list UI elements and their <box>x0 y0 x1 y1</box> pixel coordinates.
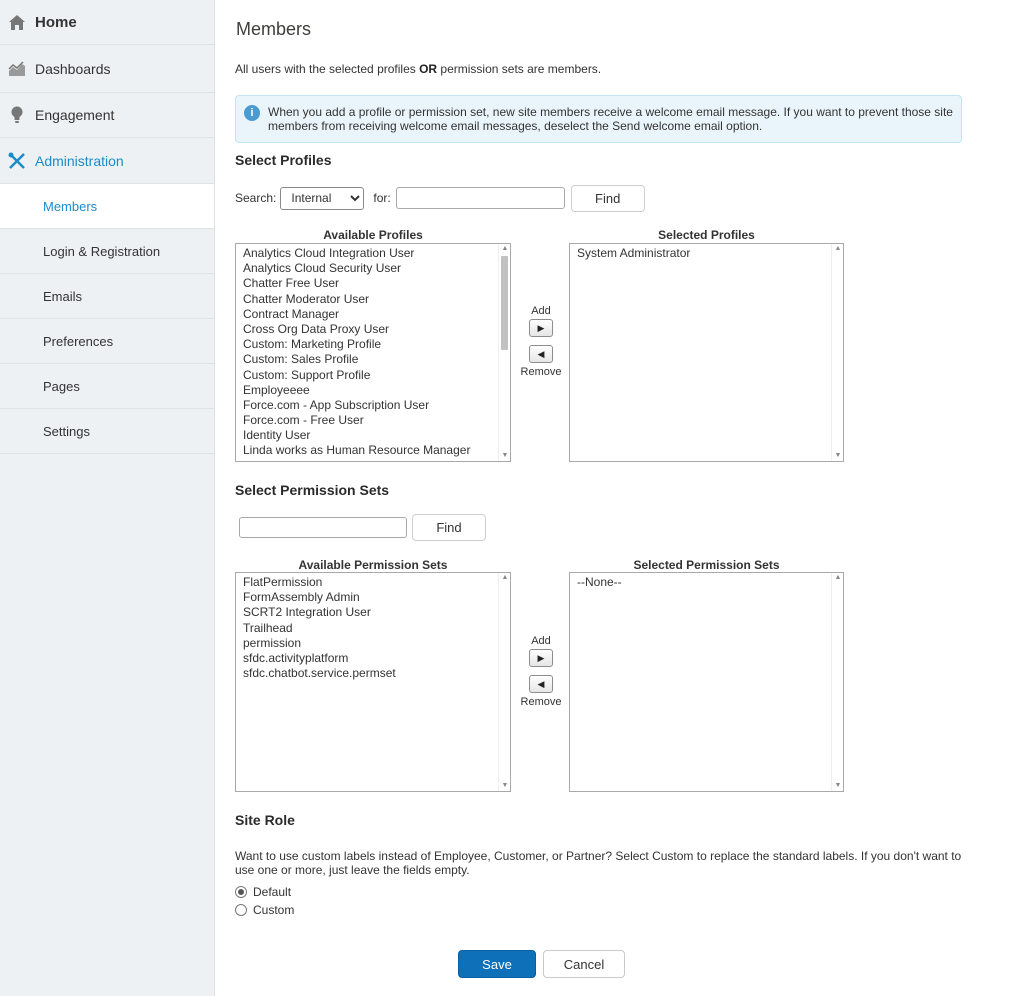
remove-label: Remove <box>520 366 562 378</box>
scrollbar[interactable] <box>831 244 843 461</box>
radio-custom[interactable] <box>235 904 247 916</box>
profile-find-button[interactable]: Find <box>571 185 645 212</box>
nav-home-label: Home <box>35 13 77 31</box>
available-profiles-label: Available Profiles <box>323 228 423 242</box>
available-permission-sets-label: Available Permission Sets <box>298 558 448 572</box>
nav-dashboards[interactable] <box>0 45 214 93</box>
sidebar-item-members[interactable] <box>0 184 214 229</box>
selected-permission-sets-list[interactable] <box>569 572 844 792</box>
sidebar-item-settings[interactable] <box>0 409 214 454</box>
selected-permission-sets-label: Selected Permission Sets <box>633 558 780 572</box>
remove-permission-set-button[interactable]: ◀ <box>529 675 553 693</box>
site-role-description: Want to use custom labels instead of Employee, Customer, or Partner? Select Custom to replace the standard labels. If you don't want to use one or more, just leave the fields empty. <box>235 849 962 877</box>
sidebar-item-emails[interactable] <box>0 274 214 319</box>
select-permission-sets-title: Select Permission Sets <box>235 482 390 498</box>
sidebar-item-label: Preferences <box>43 333 114 349</box>
nav-engagement[interactable] <box>0 93 214 138</box>
list-option[interactable]: Analytics Cloud Integration User <box>243 246 415 260</box>
list-option[interactable]: SCRT2 Integration User <box>243 605 371 620</box>
sidebar-item-preferences[interactable] <box>0 319 214 364</box>
list-option[interactable]: Custom: Support Profile <box>243 367 371 382</box>
available-profiles-list[interactable] <box>235 243 511 462</box>
list-option[interactable]: Linda works as Human Resource Manager <box>243 443 471 458</box>
add-permission-set-button[interactable]: ▶ <box>529 649 553 667</box>
scroll-up-icon[interactable]: ▲ <box>834 574 842 581</box>
list-option[interactable]: Chatter Free User <box>243 276 340 291</box>
scroll-thumb[interactable] <box>501 256 508 350</box>
selected-profiles-list[interactable] <box>569 243 844 462</box>
remove-label: Remove <box>520 696 562 708</box>
list-option[interactable]: Trailhead <box>243 620 293 635</box>
intro-bold: OR <box>419 62 438 76</box>
intro-text <box>235 62 601 76</box>
intro-after: permission sets are members. <box>437 62 602 76</box>
save-button[interactable]: Save <box>458 950 536 978</box>
site-role-title: Site Role <box>235 812 295 828</box>
scrollbar[interactable] <box>498 244 510 461</box>
radio-default-row[interactable] <box>235 885 291 899</box>
select-profiles-title: Select Profiles <box>235 152 332 168</box>
radio-custom-row[interactable] <box>235 903 294 917</box>
sidebar-item-label: Login & Registration <box>43 243 161 259</box>
radio-custom-label: Custom <box>253 903 295 917</box>
nav-dashboards-label: Dashboards <box>35 60 111 77</box>
list-option[interactable]: --None-- <box>577 575 622 589</box>
page-title: Members <box>236 19 312 39</box>
scroll-down-icon[interactable]: ▼ <box>834 782 842 789</box>
info-text: When you add a profile or permission set, new site members receive a welcome email message. If you want to prevent those site members from receiving welcome email messages, deselect the Send welcome email option. <box>268 105 953 133</box>
permission-set-mover <box>517 634 565 709</box>
list-option[interactable]: Employeeee <box>243 382 310 397</box>
list-option[interactable]: Custom: Marketing Profile <box>243 337 382 352</box>
nav-engagement-label: Engagement <box>35 107 115 123</box>
list-option[interactable]: FormAssembly Admin <box>243 590 360 605</box>
info-message <box>235 95 962 143</box>
sidebar-item-pages[interactable] <box>0 364 214 409</box>
list-option[interactable]: Force.com - App Subscription User <box>243 397 430 412</box>
for-label: for: <box>373 191 391 205</box>
list-option[interactable]: Custom: Sales Profile <box>243 352 359 367</box>
list-option[interactable]: Contract Manager <box>243 306 340 321</box>
list-option[interactable]: sfdc.chatbot.service.permset <box>243 666 396 681</box>
radio-default-label: Default <box>253 885 292 899</box>
available-permission-sets-list[interactable] <box>235 572 511 792</box>
scrollbar[interactable] <box>831 573 843 791</box>
cancel-button[interactable]: Cancel <box>543 950 625 978</box>
sidebar-item-label: Pages <box>43 378 80 394</box>
scroll-down-icon[interactable]: ▼ <box>501 782 509 789</box>
scroll-down-icon[interactable]: ▼ <box>834 452 842 459</box>
scrollbar[interactable] <box>498 573 510 791</box>
scroll-up-icon[interactable]: ▲ <box>834 245 842 252</box>
available-permission-sets-items <box>236 573 510 681</box>
chart-icon <box>8 60 26 78</box>
permission-set-search-input[interactable] <box>239 517 407 538</box>
sidebar-item-login-registration[interactable] <box>0 229 214 274</box>
radio-default[interactable] <box>235 886 247 898</box>
lightbulb-icon <box>8 106 26 124</box>
list-option[interactable]: Force.com - Free User <box>243 413 364 428</box>
remove-profile-button[interactable]: ◀ <box>529 345 553 363</box>
list-option[interactable]: FlatPermission <box>243 575 323 589</box>
info-icon: i <box>244 105 260 121</box>
list-option[interactable]: sfdc.activityplatform <box>243 650 349 665</box>
sidebar-item-label: Emails <box>43 288 83 304</box>
search-label: Search: <box>235 191 277 205</box>
list-option[interactable]: Identity User <box>243 428 311 443</box>
nav-home[interactable] <box>0 0 214 45</box>
scroll-up-icon[interactable]: ▲ <box>501 245 509 252</box>
list-option[interactable]: Chatter Moderator User <box>243 291 370 306</box>
scroll-down-icon[interactable]: ▼ <box>501 452 509 459</box>
profile-type-select[interactable] <box>280 187 364 210</box>
nav-administration-label: Administration <box>35 152 124 169</box>
list-option[interactable]: Analytics Cloud Security User <box>243 261 402 276</box>
profile-mover <box>517 304 565 379</box>
home-icon <box>8 13 26 31</box>
list-option[interactable]: Cross Org Data Proxy User <box>243 321 390 336</box>
list-option[interactable]: System Administrator <box>577 246 691 260</box>
profile-search-row <box>235 186 645 210</box>
sidebar-item-label: Settings <box>43 423 90 439</box>
available-profiles-items <box>236 244 510 459</box>
add-label: Add <box>531 635 551 647</box>
sidebar <box>0 0 215 996</box>
selected-profiles-items <box>570 244 843 261</box>
add-profile-button[interactable]: ▶ <box>529 319 553 337</box>
intro-before: All users with the selected profiles <box>235 62 420 76</box>
tools-icon <box>8 152 26 170</box>
nav-administration[interactable] <box>0 138 214 184</box>
add-label: Add <box>531 305 551 317</box>
selected-permission-sets-items <box>570 573 843 590</box>
scroll-up-icon[interactable]: ▲ <box>501 574 509 581</box>
permission-set-find-button[interactable]: Find <box>412 514 486 541</box>
profile-search-input[interactable] <box>396 187 565 209</box>
list-option[interactable]: permission <box>243 635 302 650</box>
selected-profiles-label: Selected Profiles <box>658 228 755 242</box>
sidebar-item-label: Members <box>43 198 98 214</box>
